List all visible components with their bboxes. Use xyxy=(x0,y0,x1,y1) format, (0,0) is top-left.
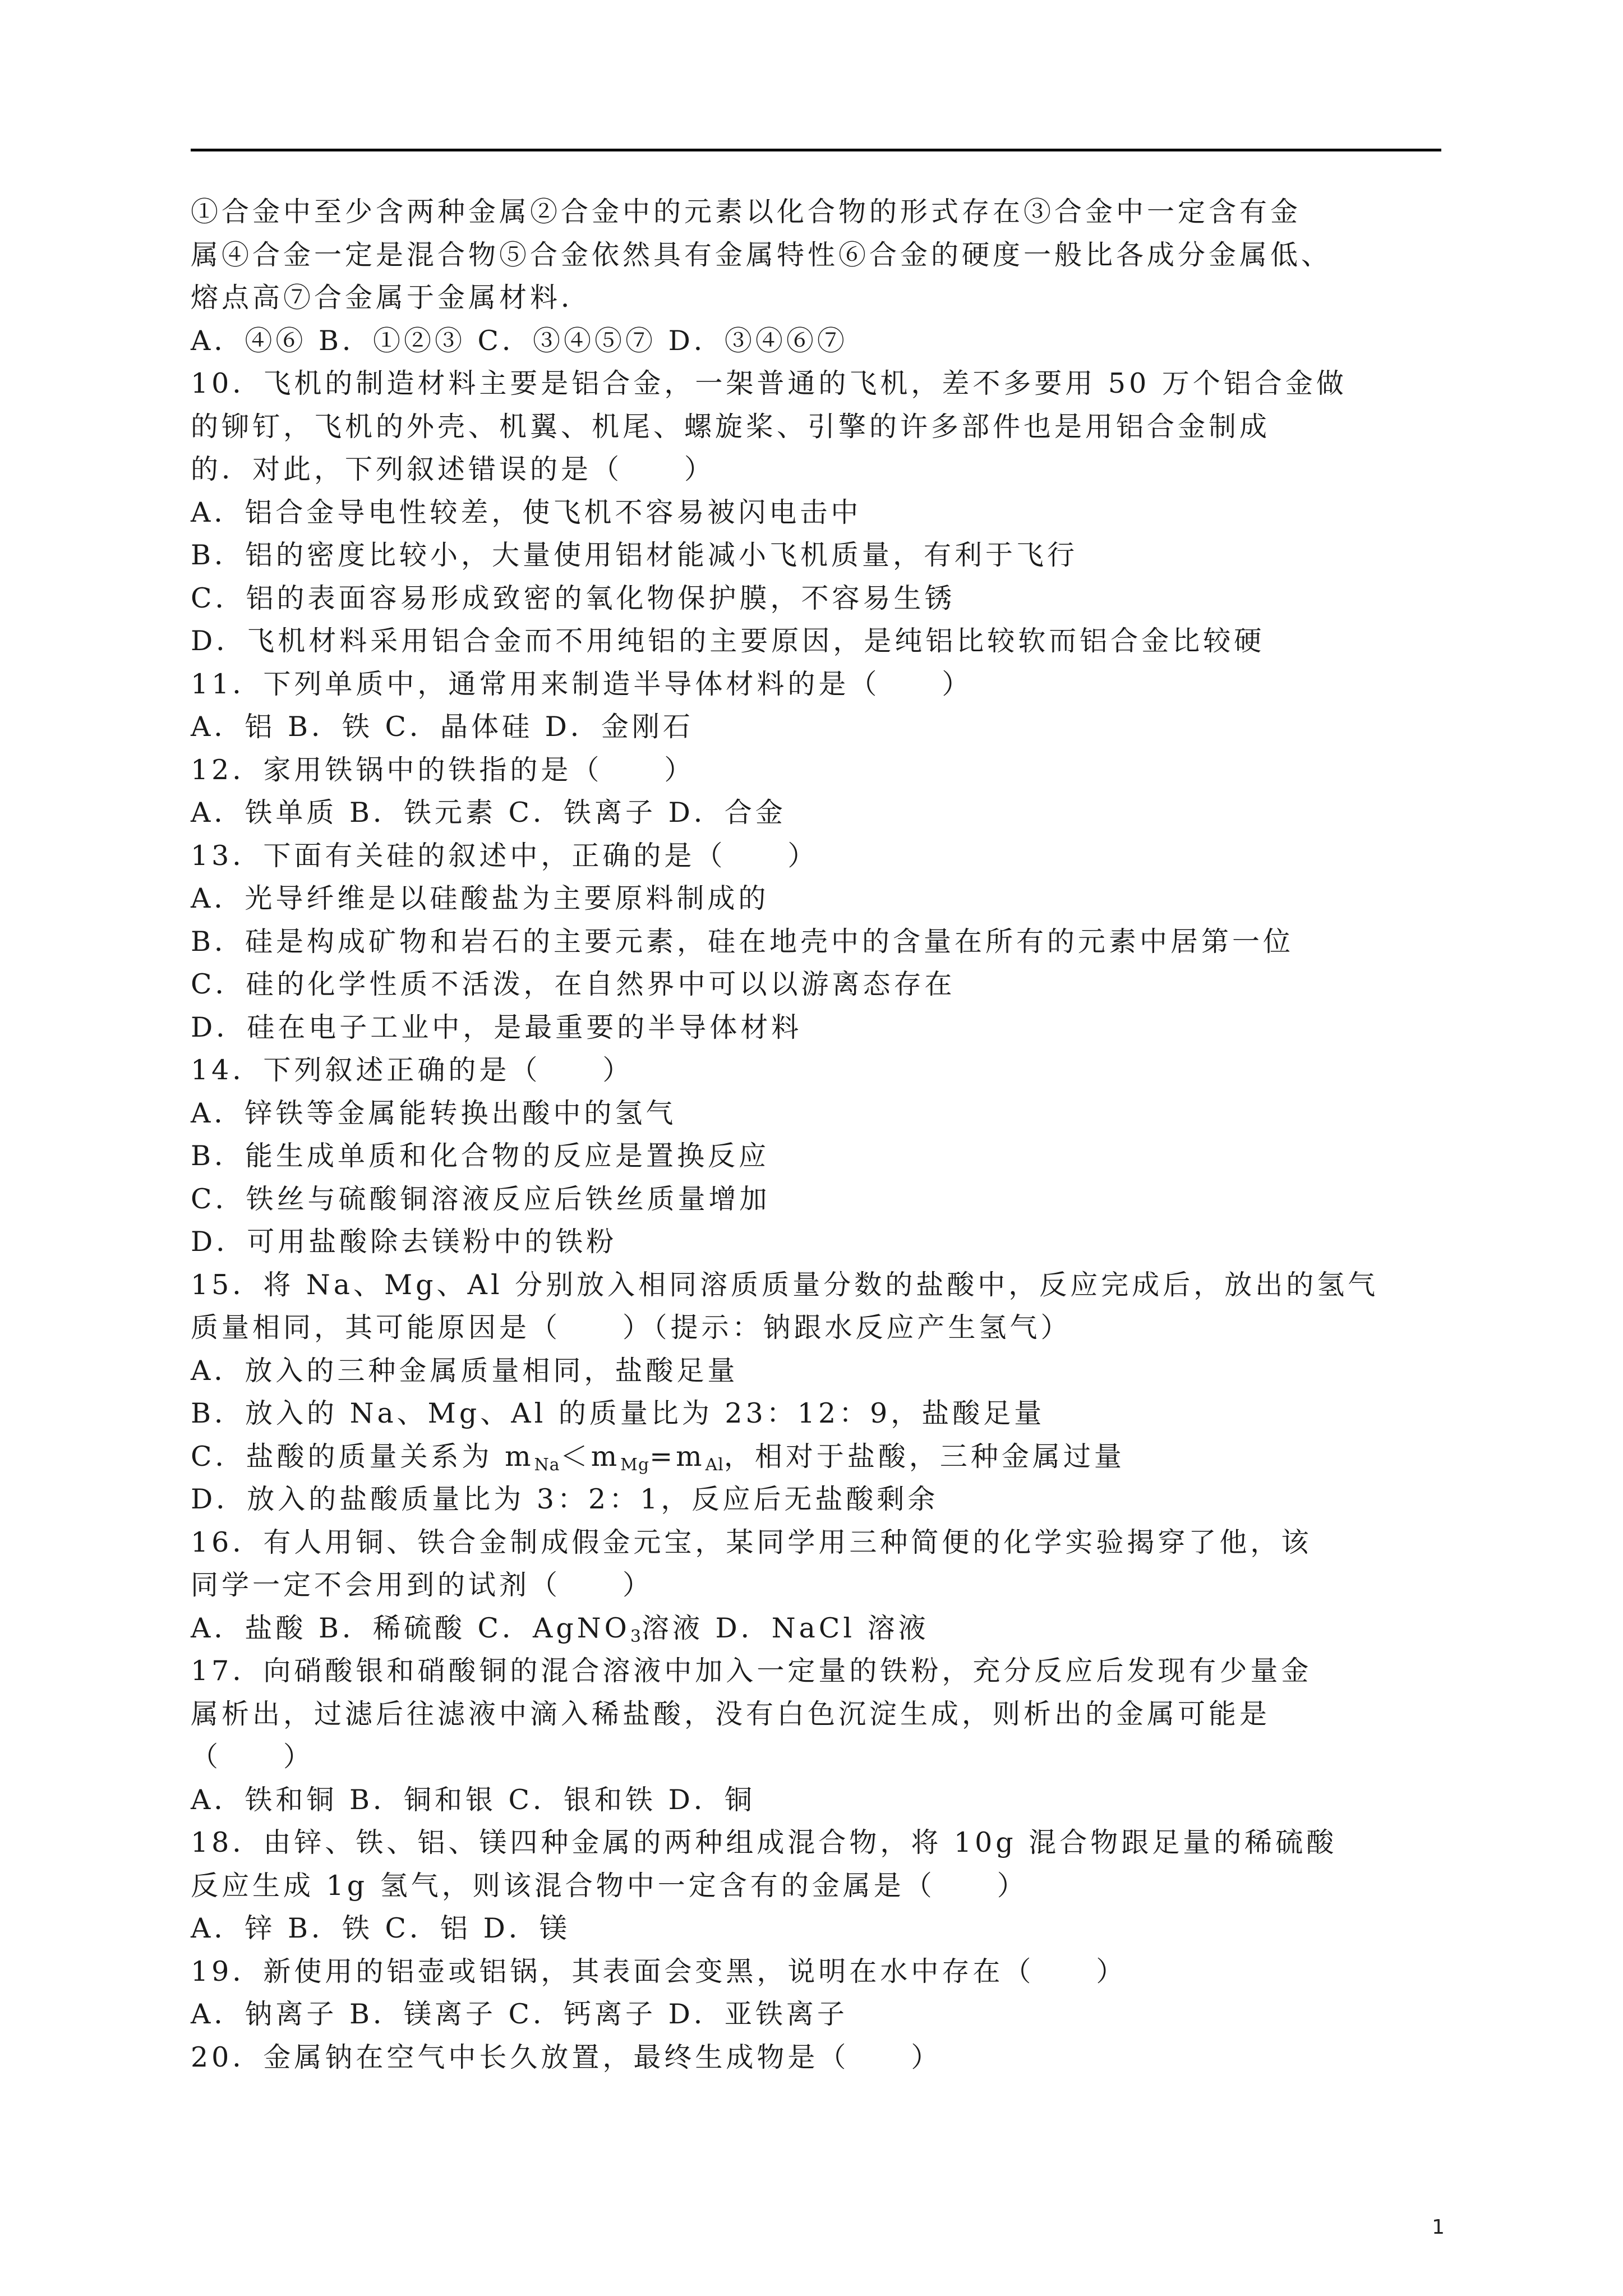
question-13: 13．下面有关硅的叙述中，正确的是（ ） xyxy=(191,839,819,872)
subscript: 3 xyxy=(630,1626,642,1646)
text-line: 熔点高⑦合金属于金属材料． xyxy=(191,282,592,314)
answer-options-with-subscript xyxy=(191,1607,1441,1650)
question-16: 16．有人用铜、铁合金制成假金元宝，某同学用三种简便的化学实验揭穿了他，该 xyxy=(191,1526,1312,1558)
question-12: 12．家用铁锅中的铁指的是（ ） xyxy=(191,753,695,786)
text-line: 属④合金一定是混合物⑤合金依然具有金属特性⑥合金的硬度一般比各成分金属低、 xyxy=(191,238,1332,271)
question-15: 15．将 Na、Mg、Al 分别放入相同溶质质量分数的盐酸中，反应完成后，放出的氢气 xyxy=(191,1268,1379,1301)
answer-option: D．放入的盐酸质量比为 3：2：1，反应后无盐酸剩余 xyxy=(191,1483,939,1515)
text-part: =m xyxy=(649,1440,706,1473)
question-11: 11．下列单质中，通常用来制造半导体材料的是（ ） xyxy=(191,668,973,700)
text-line: 的铆钉，飞机的外壳、机翼、机尾、螺旋桨、引擎的许多部件也是用铝合金制成 xyxy=(191,410,1271,443)
answer-option: B．铝的密度比较小，大量使用铝材能减小飞机质量，有利于飞行 xyxy=(191,539,1078,571)
answer-options: A．铝 B．铁 C．晶体硅 D．金刚石 xyxy=(191,711,694,743)
header-rule xyxy=(191,149,1441,151)
text-line: 属析出，过滤后往滤液中滴入稀盐酸，没有白色沉淀生成，则析出的金属可能是 xyxy=(191,1697,1271,1730)
answer-option: D．可用盐酸除去镁粉中的铁粉 xyxy=(191,1226,617,1258)
answer-options: A．锌 B．铁 C．铝 D．镁 xyxy=(191,1912,570,1944)
text-line: 反应生成 1g 氢气，则该混合物中一定含有的金属是（ ） xyxy=(191,1869,1028,1902)
answer-options: A．④⑥ B．①②③ C．③④⑤⑦ D．③④⑥⑦ xyxy=(191,324,848,357)
question-14: 14．下列叙述正确的是（ ） xyxy=(191,1054,634,1086)
answer-option: B．能生成单质和化合物的反应是置换反应 xyxy=(191,1140,770,1172)
answer-options: A．钠离子 B．镁离子 C．钙离子 D．亚铁离子 xyxy=(191,1998,848,2030)
question-19: 19．新使用的铝壶或铝锅，其表面会变黑，说明在水中存在（ ） xyxy=(191,1955,1127,1987)
text-line: （ ） xyxy=(191,1741,315,1773)
text-line: ①合金中至少含两种金属②合金中的元素以化合物的形式存在③合金中一定含有金 xyxy=(191,196,1302,228)
question-17: 17．向硝酸银和硝酸铜的混合溶液中加入一定量的铁粉，充分反应后发现有少量金 xyxy=(191,1655,1312,1687)
answer-option: A．锌铁等金属能转换出酸中的氢气 xyxy=(191,1097,677,1129)
text-part: ，相对于盐酸，三种金属过量 xyxy=(723,1440,1125,1473)
answer-option: D．飞机材料采用铝合金而不用纯铝的主要原因，是纯铝比较软而铝合金比较硬 xyxy=(191,625,1265,657)
question-text xyxy=(191,191,1441,2079)
subscript: Al xyxy=(705,1455,724,1475)
text-line: 同学一定不会用到的试剂（ ） xyxy=(191,1569,654,1601)
answer-option: C．铝的表面容易形成致密的氧化物保护膜，不容易生锈 xyxy=(191,582,956,614)
text-part: ＜m xyxy=(560,1440,621,1473)
question-18: 18．由锌、铁、铝、镁四种金属的两种组成混合物，将 10g 混合物跟足量的稀硫酸 xyxy=(191,1826,1338,1858)
answer-options: A．铁单质 B．铁元素 C．铁离子 D．合金 xyxy=(191,797,786,829)
question-10: 10．飞机的制造材料主要是铝合金，一架普通的飞机，差不多要用 50 万个铝合金做 xyxy=(191,367,1347,399)
subscript: Mg xyxy=(620,1455,650,1475)
answer-options: A．铁和铜 B．铜和银 C．银和铁 D．铜 xyxy=(191,1783,755,1816)
text-line: 质量相同，其可能原因是（ ）（提示：钠跟水反应产生氢气） xyxy=(191,1312,1072,1343)
answer-option: A．放入的三种金属质量相同，盐酸足量 xyxy=(191,1354,739,1387)
page-number: 1 xyxy=(1432,2216,1445,2239)
answer-option: B．放入的 Na、Mg、Al 的质量比为 23：12：9，盐酸足量 xyxy=(191,1397,1045,1429)
subscript: Na xyxy=(534,1455,560,1475)
text-part: C．盐酸的质量关系为 m xyxy=(191,1440,534,1473)
answer-option: D．硅在电子工业中，是最重要的半导体材料 xyxy=(191,1011,803,1043)
text-part: A．盐酸 B．稀硫酸 C．AgNO xyxy=(191,1612,630,1644)
answer-option: C．硅的化学性质不活泼，在自然界中可以以游离态存在 xyxy=(191,968,956,1000)
answer-option: A．铝合金导电性较差，使飞机不容易被闪电击中 xyxy=(191,496,862,528)
answer-option-with-subscripts xyxy=(191,1435,1441,1479)
text-part: 溶液 D．NaCl 溶液 xyxy=(641,1612,929,1644)
answer-option: B．硅是构成矿物和岩石的主要元素，硅在地壳中的含量在所有的元素中居第一位 xyxy=(191,925,1294,958)
text-line: 的．对此，下列叙述错误的是（ ） xyxy=(191,453,716,485)
answer-option: A．光导纤维是以硅酸盐为主要原料制成的 xyxy=(191,882,769,914)
question-20: 20．金属钠在空气中长久放置，最终生成物是（ ） xyxy=(191,2041,942,2073)
answer-option: C．铁丝与硫酸铜溶液反应后铁丝质量增加 xyxy=(191,1182,771,1215)
